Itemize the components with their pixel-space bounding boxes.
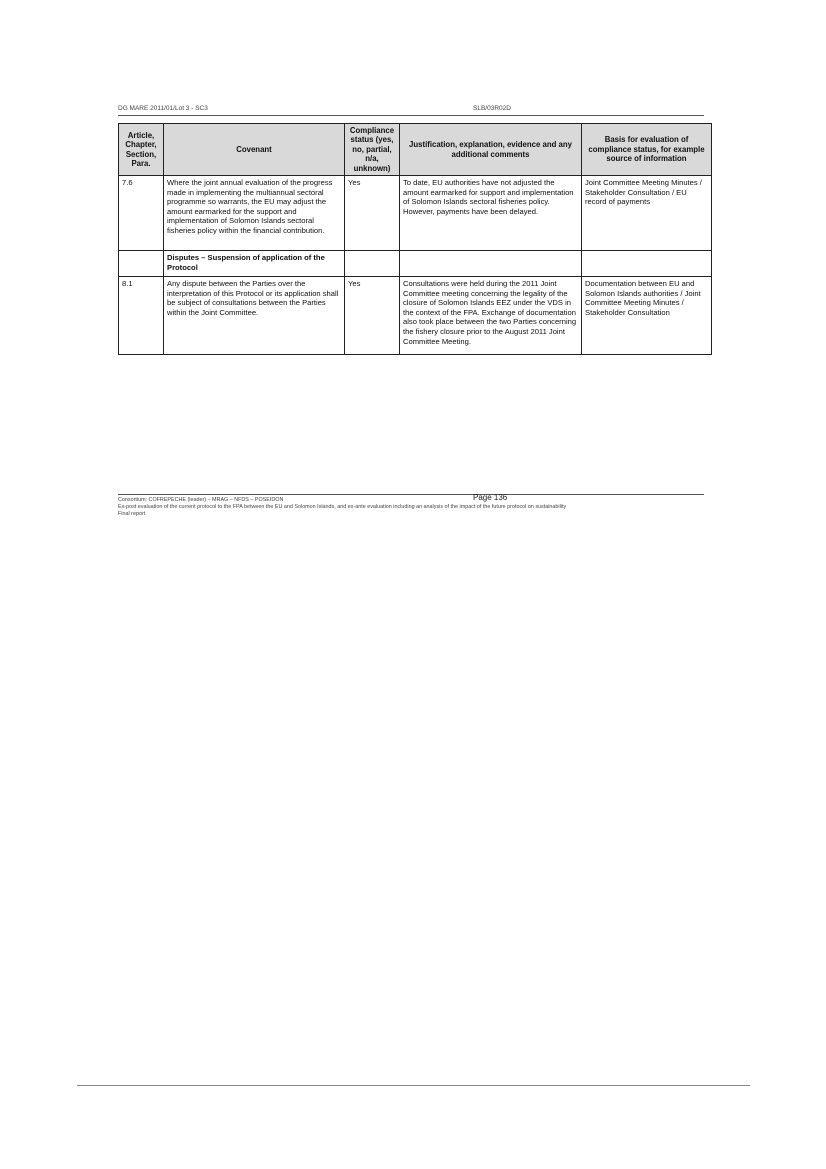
footer-consortium: Consortium: COFREPECHE (leader) – MRAG – NFDS – POSEIDON	[118, 497, 284, 503]
footer-report-type: Final report	[118, 510, 146, 517]
column-header-covenant: Covenant	[164, 124, 345, 176]
header-reference: DG MARE 2011/01/Lot 3 - SC3	[118, 105, 208, 112]
cell-article: 7.6	[119, 176, 164, 251]
cell-status: Yes	[345, 176, 400, 251]
cell-covenant: Any dispute between the Parties over the interpretation of this Protocol or its application shall be subject of consultations between the Parties within the Joint Committee.	[164, 277, 345, 355]
table-row	[119, 176, 712, 251]
cell-empty	[345, 251, 400, 277]
cell-empty	[119, 251, 164, 277]
column-header-compliance-status: Compliance status (yes, no, partial, n/a, unknown)	[345, 124, 400, 176]
table-header-row	[119, 124, 712, 176]
running-header	[118, 105, 704, 116]
cell-basis: Joint Committee Meeting Minutes / Stakeholder Consultation / EU record of payments	[582, 176, 712, 251]
cell-empty	[400, 251, 582, 277]
bottom-divider	[77, 1085, 750, 1086]
page-number: Page 136	[473, 493, 508, 502]
table-section-row	[119, 251, 712, 277]
cell-basis: Documentation between EU and Solomon Islands authorities / Joint Committee Meeting Minutes / Stakeholder Consultation	[582, 277, 712, 355]
footer-description: Ex-post evaluation of the current protocol to the FPA between the EU and Solomon Islands, and ex-ante evaluation including an analysis of the impact of the future protocol on sustainability	[118, 504, 567, 510]
column-header-justification: Justification, explanation, evidence and any additional comments	[400, 124, 582, 176]
section-title: Disputes – Suspension of application of the Protocol	[164, 251, 345, 277]
cell-empty	[582, 251, 712, 277]
cell-status: Yes	[345, 277, 400, 355]
header-code: SLB/03R02D	[473, 105, 511, 112]
cell-covenant: Where the joint annual evaluation of the progress made in implementing the multiannual sectoral programme so warrants, the EU may adjust the amount earmarked for the support and implementation of Solomon Islands sectoral fisheries policy within the financial contribution.	[164, 176, 345, 251]
table-row	[119, 277, 712, 355]
cell-justification: To date, EU authorities have not adjusted the amount earmarked for support and implementation of Solomon Islands sectoral fisheries policy. However, payments have been delayed.	[400, 176, 582, 251]
cell-justification: Consultations were held during the 2011 Joint Committee meeting concerning the legality of the closure of Solomon Islands EEZ under the VDS in the context of the FPA. Exchange of documentation also took place between the two Parties concerning the fishery closure prior to the August 2011 Joint Committee Meeting.	[400, 277, 582, 355]
column-header-article: Article, Chapter, Section, Para.	[119, 124, 164, 176]
column-header-basis: Basis for evaluation of compliance status, for example source of information	[582, 124, 712, 176]
covenant-compliance-table	[118, 123, 712, 355]
page-footer	[118, 494, 704, 517]
cell-article: 8.1	[119, 277, 164, 355]
